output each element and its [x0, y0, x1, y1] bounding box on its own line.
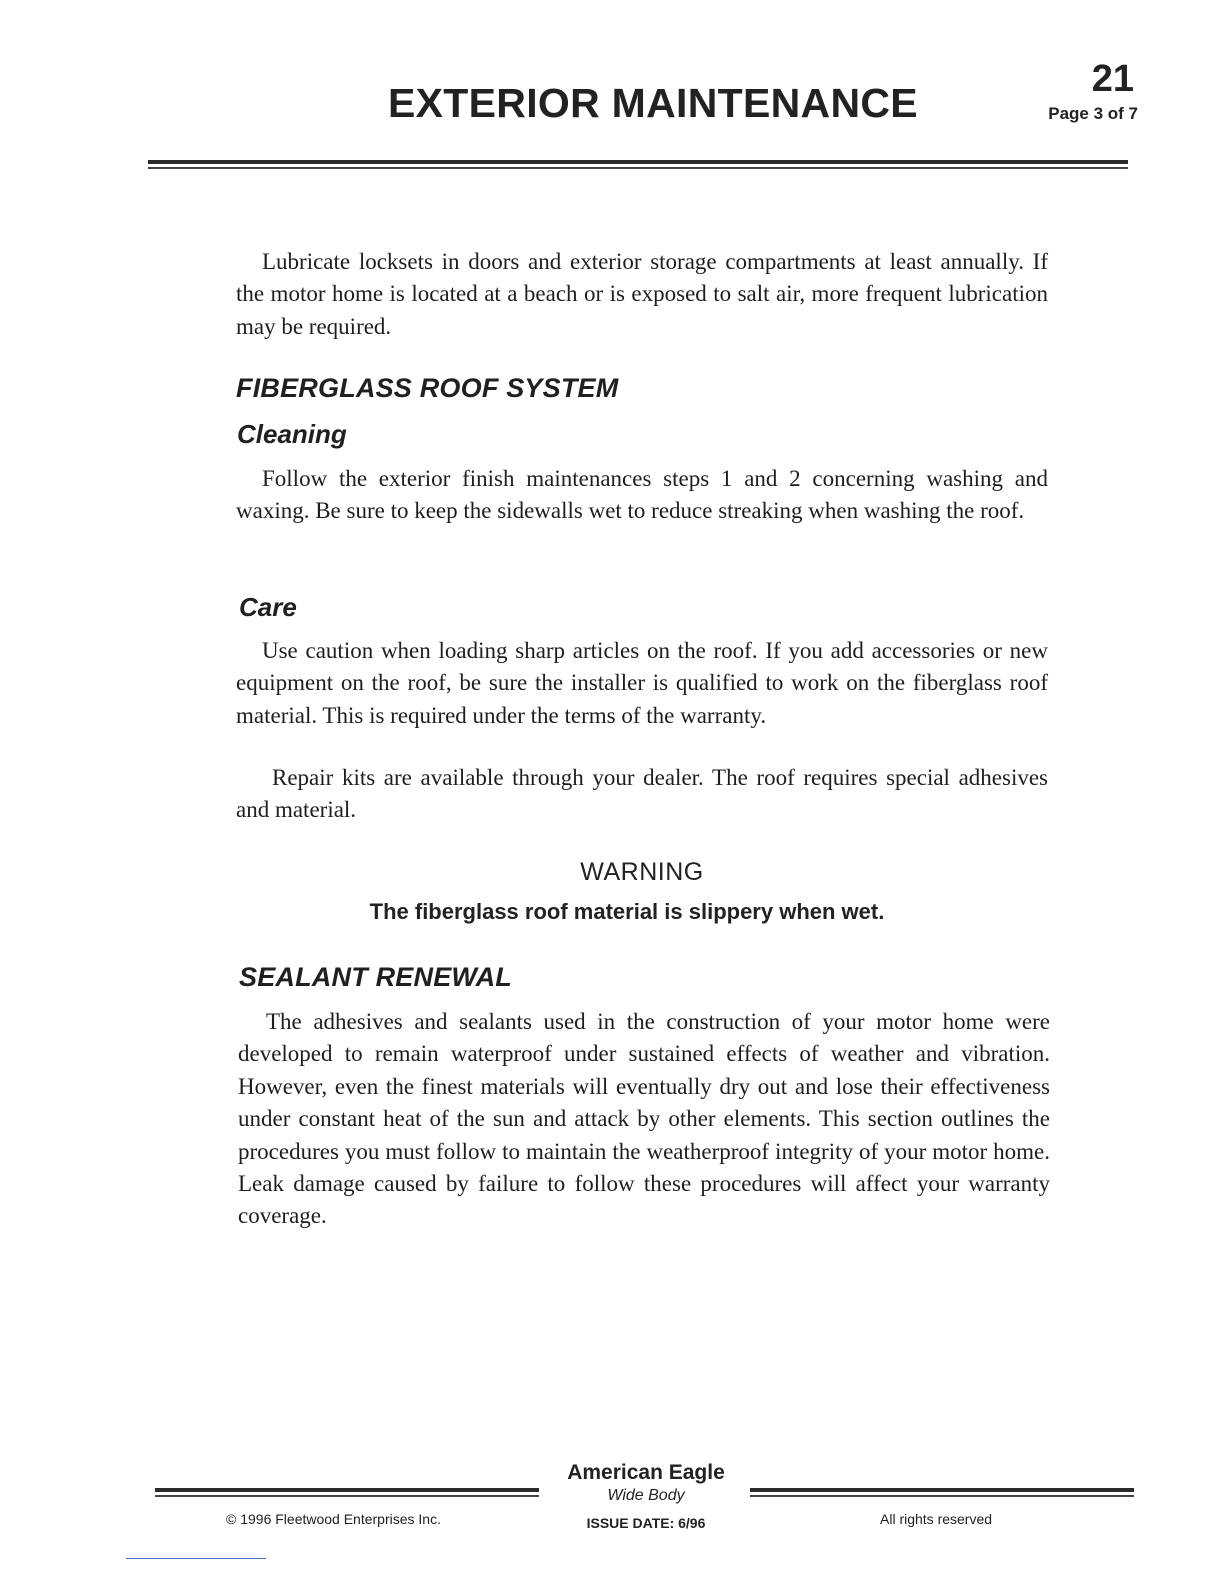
footer-rights: All rights reserved	[880, 1511, 993, 1527]
care-paragraph: Use caution when loading sharp articles on the roof. If you add accessories or new equipment on the roof, be sure the installer is qualified to work on the fiberglass roof material. This is required under the terms of the warranty.	[236, 638, 1048, 728]
intro-paragraph: Lubricate locksets in doors and exterior storage compartments at least annually. If the motor home is located at a beach or is exposed to salt air, more frequent lubrication may be required.	[236, 249, 1048, 339]
section-number: 21	[1091, 58, 1134, 100]
footer-brand: American Eagle	[567, 1461, 725, 1484]
footer-issue-date: ISSUE DATE: 6/96	[586, 1515, 706, 1531]
header-rule	[148, 160, 1128, 164]
cleaning-heading: Cleaning	[237, 419, 347, 449]
footer-model: Wide Body	[607, 1487, 685, 1504]
page-indicator: Page 3 of 7	[1048, 104, 1138, 123]
repair-kits-paragraph: Repair kits are available through your dealer. The roof requires special adhesives and material.	[236, 765, 1048, 823]
page-title: EXTERIOR MAINTENANCE	[388, 80, 918, 126]
fiberglass-roof-heading: FIBERGLASS ROOF SYSTEM	[236, 373, 619, 403]
header-rule-lower	[148, 167, 1128, 169]
bottom-edge-line	[126, 1558, 266, 1559]
cleaning-paragraph: Follow the exterior finish maintenances steps 1 and 2 concerning washing and waxing. Be sure to keep the sidewalls wet to reduce streaking when washing the roof.	[236, 466, 1048, 524]
warning-title: WARNING	[580, 858, 704, 886]
sealant-renewal-paragraph: The adhesives and sealants used in the construction of your motor home were developed to remain waterproof under sustained effects of weather and vibration. However, even the finest materials will eventually dry out and lose their effectiveness under constant heat of the sun and attack by other elements. This section outlines the procedures you must follow to maintain the weatherproof integrity of your motor home. Leak damage caused by failure to follow these procedures will affect your warranty coverage.	[238, 1009, 1050, 1229]
footer-copyright: © 1996 Fleetwood Enterprises Inc.	[226, 1511, 441, 1527]
warning-text: The fiberglass roof material is slippery when wet.	[369, 899, 885, 924]
care-heading: Care	[239, 592, 297, 622]
sealant-renewal-heading: SEALANT RENEWAL	[239, 962, 512, 992]
